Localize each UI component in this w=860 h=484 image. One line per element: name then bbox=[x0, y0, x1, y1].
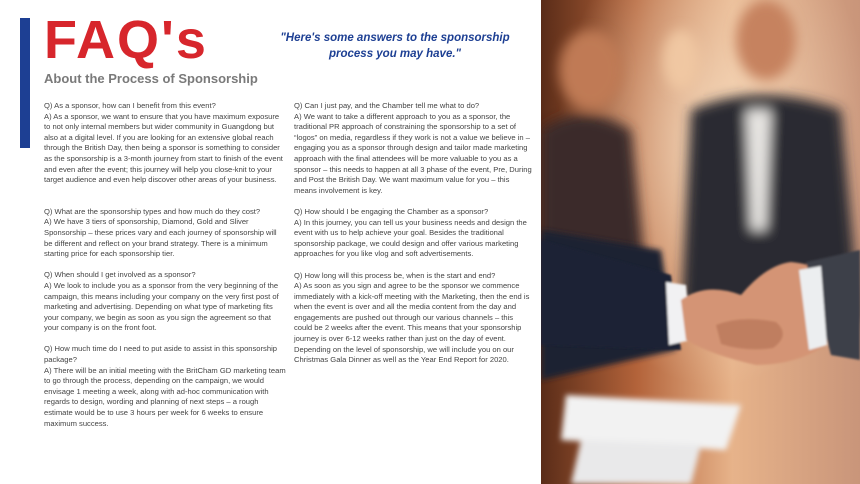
intro-quote bbox=[260, 30, 530, 62]
faq-item bbox=[44, 344, 287, 429]
faq-answer: A) We look to include you as a sponsor from the very beginning of the campaign, this means including your company on the very first post of marketing and advertising. Depending on what type of marketing fits your company, we begin as soon as you sign the agreement so that your company is on the front foot. bbox=[44, 280, 279, 333]
faq-answer: A) We want to take a different approach to you as a sponsor, the traditional PR approach of constraining the sponsorship to a set of “logos” on media, regardless if they work is not a value we believe in – engaging you as a sponsor through design and tailor made marketing approach with the final attendees will be more valuable to you as a sponsor – this needs to happen at all 3 phase of the event, Pre, During and Post the British Day. We want maximum value for you – this means involvement is key. bbox=[294, 111, 532, 195]
faq-item bbox=[44, 207, 287, 260]
faq-answer: A) In this journey, you can tell us your business needs and design the event with us to help achieve your goal. Besides the traditional sponsorship package, we could design and offer various marketing approaches for you like vlog and soft advertisements. bbox=[294, 217, 527, 259]
faq-question: Q) Can I just pay, and the Chamber tell me what to do? bbox=[294, 101, 480, 110]
faq-item bbox=[294, 271, 532, 366]
faq-answer: A) As a sponsor, we want to ensure that you have maximum exposure to not only internal members but wider community in Guangdong but also at a digital level. If you are looking for an extensive global reach through the British Day, then being a sponsor is something to consider as the sponsorship is a 3-month journey from start to finish of the event and even after the event; this journey will help you close-knit to your target audience and even help discover other areas of your business. bbox=[44, 111, 283, 185]
intro-quote-line1: "Here's some answers to the sponsorship bbox=[280, 32, 510, 44]
faq-question: Q) What are the sponsorship types and how much do they cost? bbox=[44, 206, 261, 216]
faq-question: Q) When should I get involved as a sponsor? bbox=[44, 270, 196, 280]
faq-question: Q) How long will this process be, when is the start and end? bbox=[294, 270, 496, 280]
faq-answer: A) We have 3 tiers of sponsorship, Diamond, Gold and Sliver Sponsorship – these prices vary and each journey of sponsorship will be different and reflect on your brand strategy. There is a minimum starting price for each sponsorship tier. bbox=[44, 217, 277, 259]
accent-bar bbox=[20, 18, 30, 148]
page-title: FAQ's bbox=[44, 10, 208, 70]
faq-answer: A) As soon as you sign and agree to be the sponsor we commence immediately with a kick-off meeting with the Marketing, then the end is when the event is over and all the media content from the day and engagements are pushed out through our various channels – this could be 2 weeks after the event. This means that your sponsorship journey is over 6-12 weeks rather than just on the day of event. Depending on the level of sponsorship, we will include you on our Christmas Gala Dinner as well as the Year End Report for 2020. bbox=[294, 281, 530, 365]
page-subtitle: About the Process of Sponsorship bbox=[44, 71, 258, 86]
faq-column-left bbox=[44, 101, 287, 440]
faq-question: Q) As a sponsor, how can I benefit from this event? bbox=[44, 101, 216, 110]
handshake-photo bbox=[541, 0, 860, 484]
faq-answer: A) There will be an initial meeting with the BritCham GD marketing team to go through the process, depending on the campaign, we would envisage 1 meeting a week, along with ad-hoc communication with regards to design, wording and planning of next steps – a rough estimate would be to use 3 hours per week for 6 weeks to ensure maximum success. bbox=[44, 365, 286, 428]
faq-item bbox=[294, 101, 532, 196]
faq-question: Q) How much time do I need to put aside to assist in this sponsorship package? bbox=[44, 344, 277, 365]
faq-column-right bbox=[294, 101, 532, 376]
faq-item bbox=[294, 207, 532, 260]
faq-question: Q) How should I be engaging the Chamber as a sponsor? bbox=[294, 206, 489, 216]
faq-item bbox=[44, 101, 287, 186]
intro-quote-line2: process you may have." bbox=[328, 48, 461, 60]
faq-item bbox=[44, 270, 287, 334]
